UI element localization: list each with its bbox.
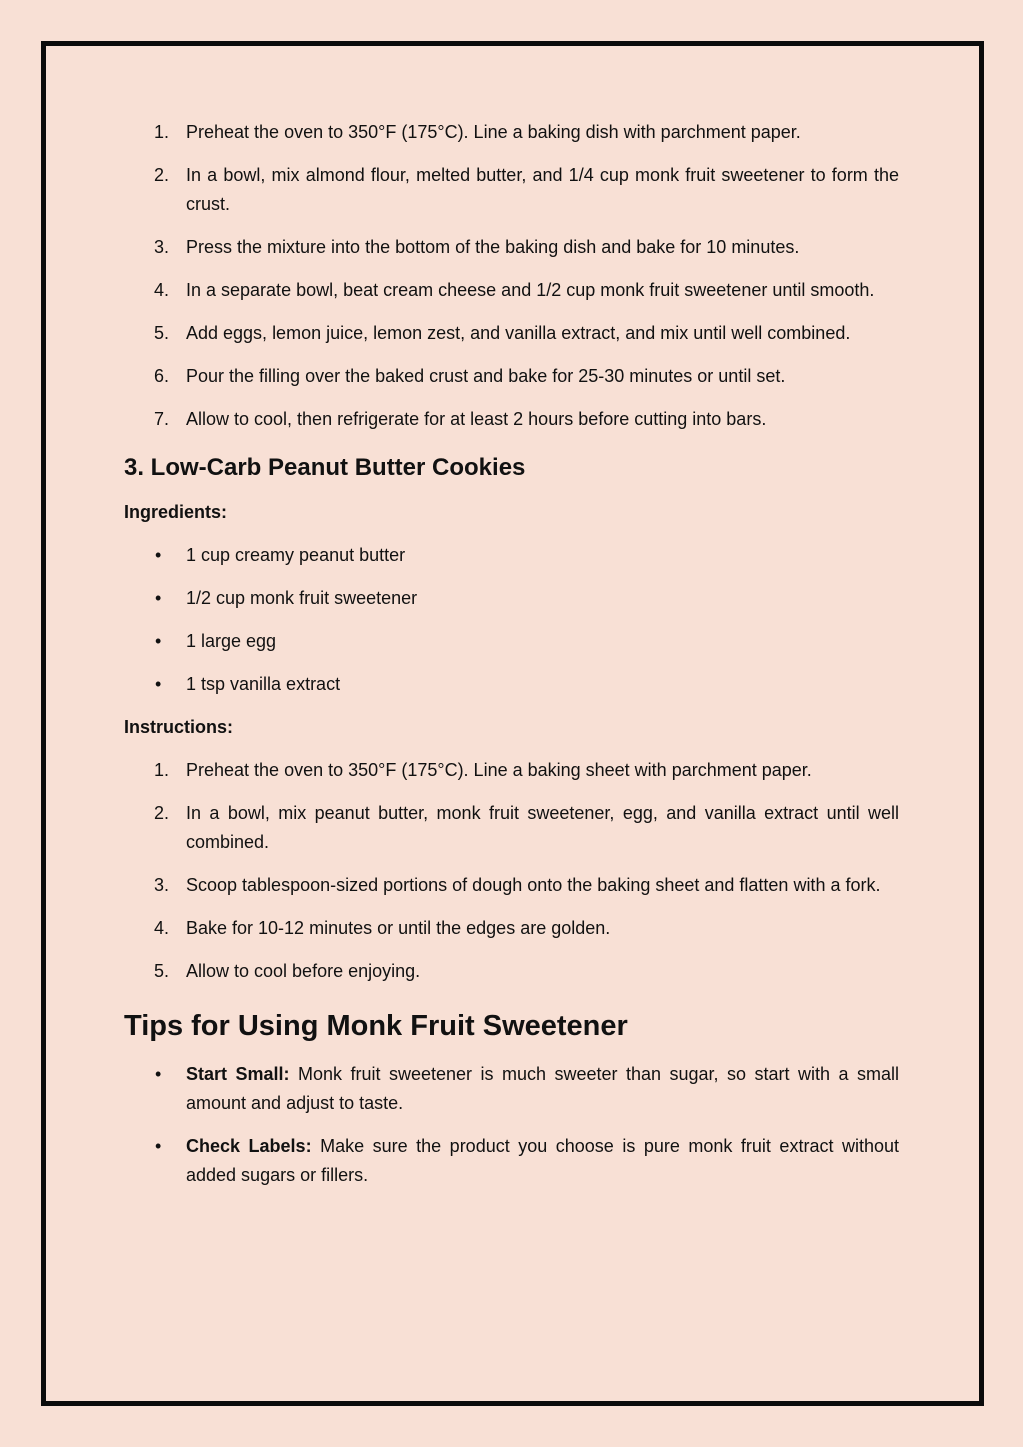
tip-text: Monk fruit sweetener is much sweeter than sugar, so start with a small amount and adjust to taste.: [186, 1064, 900, 1113]
tip-term: Check Labels:: [186, 1136, 312, 1156]
list-number: 5.: [154, 961, 170, 981]
list-item-text: Scoop tablespoon-sized portions of dough onto the baking sheet and flatten with a fork.: [186, 875, 881, 895]
list-number: 7.: [154, 409, 170, 429]
list-item: [124, 957, 899, 986]
list-item-text: Press the mixture into the bottom of the baking dish and bake for 10 minutes.: [186, 237, 800, 257]
list-number: 2.: [154, 803, 170, 823]
tip-term: Start Small:: [186, 1064, 290, 1084]
bullet-icon: •: [155, 631, 162, 651]
list-item: [124, 799, 899, 857]
bullet-icon: •: [155, 1064, 162, 1084]
list-item: [124, 362, 899, 391]
list-item: [124, 756, 899, 785]
list-number: 3.: [154, 875, 170, 895]
list-item: [124, 914, 899, 943]
previous-recipe-instructions: [124, 118, 899, 434]
bullet-icon: •: [155, 588, 162, 608]
list-item-text: Allow to cool before enjoying.: [186, 961, 421, 981]
list-number: 6.: [154, 366, 170, 386]
list-number: 3.: [154, 237, 170, 257]
list-number: 4.: [154, 280, 170, 300]
tip-item: [124, 1132, 899, 1190]
tips-heading: Tips for Using Monk Fruit Sweetener: [124, 1010, 628, 1042]
ingredient-item: [124, 541, 899, 570]
tips-list: [124, 1060, 899, 1190]
ingredient-item: [124, 584, 899, 613]
ingredient-text: 1/2 cup monk fruit sweetener: [186, 588, 418, 608]
list-item-text: In a bowl, mix peanut butter, monk fruit sweetener, egg, and vanilla extract until well combined.: [186, 803, 899, 852]
list-item: [124, 233, 899, 262]
list-item-text: Add eggs, lemon juice, lemon zest, and vanilla extract, and mix until well combined.: [186, 323, 851, 343]
ingredient-text: 1 large egg: [186, 631, 277, 651]
document-content: [124, 118, 899, 1204]
bullet-icon: •: [155, 545, 162, 565]
tip-item: [124, 1060, 899, 1118]
ingredient-item: [124, 627, 899, 656]
list-item-text: In a separate bowl, beat cream cheese and 1/2 cup monk fruit sweetener until smooth.: [186, 280, 875, 300]
list-number: 5.: [154, 323, 170, 343]
list-number: 1.: [154, 760, 170, 780]
ingredient-item: [124, 670, 899, 699]
list-item-text: Pour the filling over the baked crust and bake for 25-30 minutes or until set.: [186, 366, 786, 386]
bullet-icon: •: [155, 1136, 162, 1156]
list-number: 1.: [154, 122, 170, 142]
list-item: [124, 871, 899, 900]
ingredients-list: [124, 541, 899, 699]
instructions-list: [124, 756, 899, 986]
list-item-text: Preheat the oven to 350°F (175°C). Line a baking sheet with parchment paper.: [186, 760, 812, 780]
list-item-text: Allow to cool, then refrigerate for at least 2 hours before cutting into bars.: [186, 409, 767, 429]
list-number: 4.: [154, 918, 170, 938]
list-item: [124, 161, 899, 219]
list-item: [124, 276, 899, 305]
list-item: [124, 118, 899, 147]
ingredients-label: Ingredients:: [124, 502, 228, 522]
list-item-text: Preheat the oven to 350°F (175°C). Line a baking dish with parchment paper.: [186, 122, 801, 142]
list-item: [124, 319, 899, 348]
ingredient-text: 1 tsp vanilla extract: [186, 674, 341, 694]
instructions-label: Instructions:: [124, 717, 234, 737]
recipe-title: 3. Low-Carb Peanut Butter Cookies: [124, 454, 526, 481]
list-item-text: Bake for 10-12 minutes or until the edges are golden.: [186, 918, 611, 938]
tip-text: Make sure the product you choose is pure monk fruit extract without added sugars or fillers.: [186, 1136, 900, 1185]
bullet-icon: •: [155, 674, 162, 694]
ingredient-text: 1 cup creamy peanut butter: [186, 545, 406, 565]
list-item: [124, 405, 899, 434]
list-item-text: In a bowl, mix almond flour, melted butter, and 1/4 cup monk fruit sweetener to form the crust.: [186, 165, 899, 214]
list-number: 2.: [154, 165, 170, 185]
